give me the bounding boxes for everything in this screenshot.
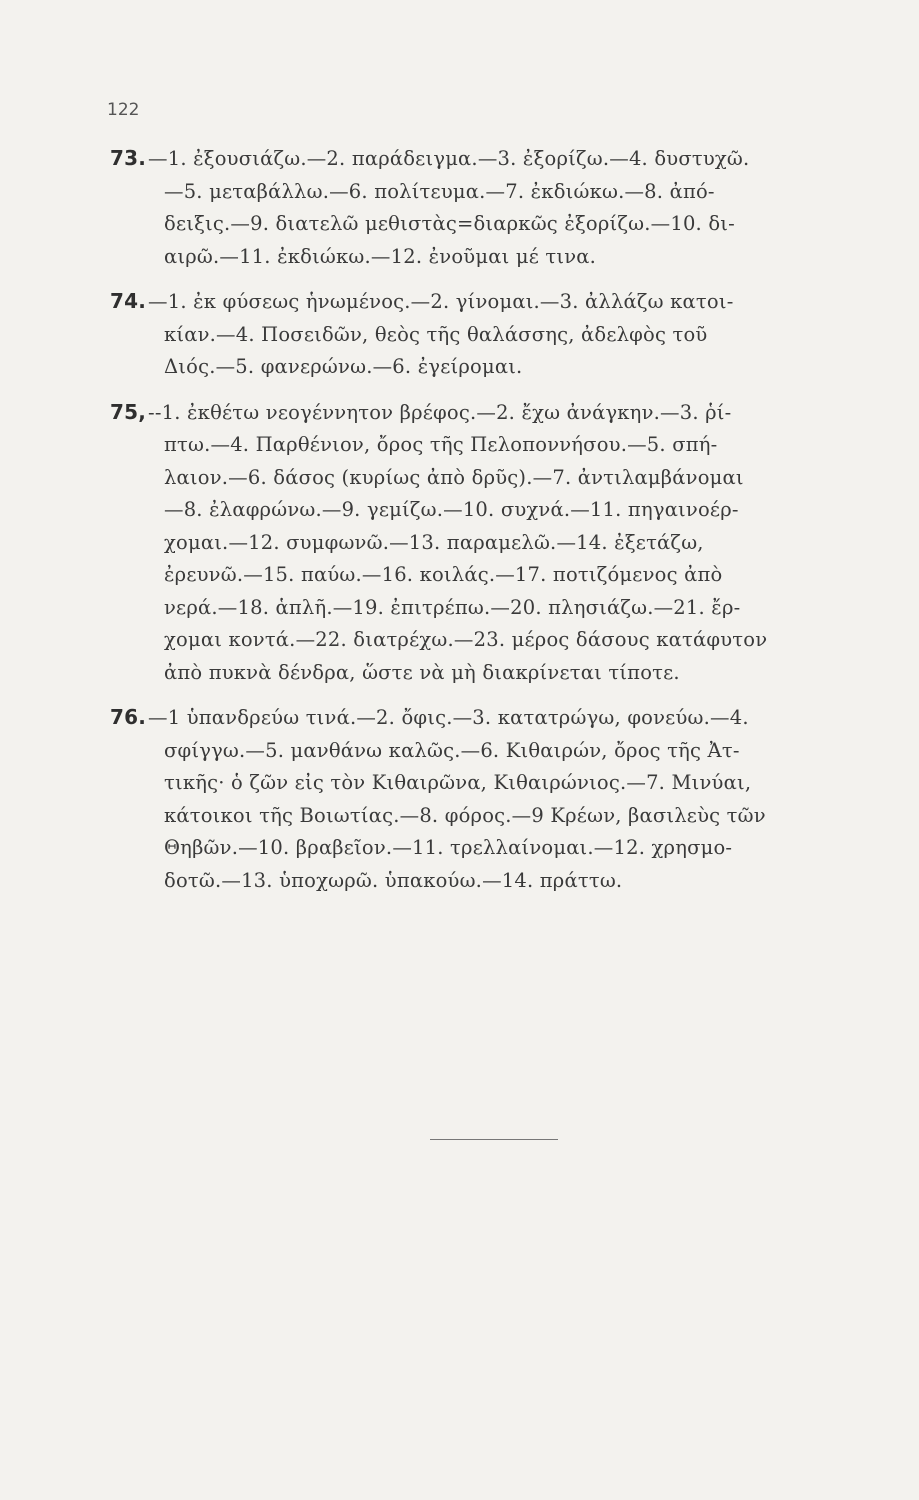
section-73-text-1: —1. ἐξουσιάζω.—2. παράδειγμα.—3. ἐξορίζω.—4. δυστυχῶ. [148, 147, 750, 170]
section-74-line-2: κίαν.—4. Ποσειδῶν, θεὸς τῆς θαλάσσης, ἀδελφὸς τοῦ [164, 322, 708, 346]
section-75-line-9: ἀπὸ πυκνὰ δένδρα, ὥστε νὰ μὴ διακρίνεται τίποτε. [164, 660, 680, 684]
section-76-line-2: σφίγγω.—5. μανθάνω καλῶς.—6. Κιθαιρών, ὄρος τῆς Ἀτ- [164, 738, 740, 762]
section-76-line-3: τικῆς· ὁ ζῶν εἰς τὸν Κιθαιρῶνα, Κιθαιρώνιος.—7. Μινύαι, [164, 771, 752, 794]
section-74-line-3: Διός.—5. φανερώνω.—6. ἐγείρομαι. [164, 355, 523, 378]
section-76 [110, 701, 830, 897]
section-73-line-1 [110, 142, 830, 176]
section-76-line-6: δοτῶ.—13. ὑποχωρῶ. ὑπακούω.—14. πράττω. [164, 868, 623, 892]
page-number: 122 [107, 100, 140, 120]
section-73-number: 73. [110, 146, 147, 170]
section-76-number: 76. [110, 705, 147, 729]
section-75 [110, 396, 830, 690]
section-75-text-1: --1. ἐκθέτω νεογέννητον βρέφος.—2. ἔχω ἀνάγκην.—3. ῥί- [148, 400, 732, 424]
section-75-line-1 [110, 396, 830, 430]
section-73-line-3: δειξις.—9. διατελῶ μεθιστὰς=διαρκῶς ἐξορίζω.—10. δι- [164, 212, 735, 235]
section-75-number: 75, [110, 399, 147, 424]
section-75-line-2: πτω.—4. Παρθένιον, ὄρος τῆς Πελοποννήσου.—5. σπή- [164, 433, 718, 456]
section-73-line-2: —5. μεταβάλλω.—6. πολίτευμα.—7. ἐκδιώκω.—8. ἀπό- [164, 179, 715, 203]
section-75-line-7: νερά.—18. ἁπλῆ.—19. ἐπιτρέπω.—20. πλησιάζω.—21. ἔρ- [164, 595, 741, 619]
section-74-number: 74. [110, 289, 147, 313]
section-76-text-1: —1 ὑπανδρεύω τινά.—2. ὄφις.—3. κατατρώγω, φονεύω.—4. [148, 706, 749, 729]
section-76-line-5: Θηβῶν.—10. βραβεῖον.—11. τρελλαίνομαι.—12. χρησμο- [164, 836, 733, 859]
section-75-line-5: χομαι.—12. συμφωνῶ.—13. παραμελῶ.—14. ἐξετάζω, [164, 530, 704, 554]
section-74-text-1: —1. ἐκ φύσεως ἡνωμένος.—2. γίνομαι.—3. ἀλλάζω κατοι- [148, 290, 734, 313]
section-74-line-1 [110, 285, 830, 319]
glossary-content [110, 142, 830, 909]
section-75-line-8: χομαι κοντά.—22. διατρέχω.—23. μέρος δάσους κατάφυτον [164, 628, 768, 651]
section-76-line-4: κάτοικοι τῆς Βοιωτίας.—8. φόρος.—9 Κρέων, βασιλεὺς τῶν [164, 803, 766, 827]
section-73 [110, 142, 830, 273]
section-73-line-4: αιρῶ.—11. ἐκδιώκω.—12. ἐνοῦμαι μέ τινα. [164, 244, 597, 268]
section-75-line-4: —8. ἐλαφρώνω.—9. γεμίζω.—10. συχνά.—11. πηγαινοέρ- [164, 498, 739, 521]
section-75-line-6: ἐρευνῶ.—15. παύω.—16. κοιλάς.—17. ποτιζόμενος ἀπὸ [164, 563, 723, 586]
section-75-line-3: λαιον.—6. δάσος (κυρίως ἀπὸ δρῦς).—7. ἀντιλαμβάνομαι [164, 465, 744, 489]
end-divider-rule [430, 1139, 558, 1140]
section-76-line-1 [110, 701, 830, 735]
section-74 [110, 285, 830, 384]
